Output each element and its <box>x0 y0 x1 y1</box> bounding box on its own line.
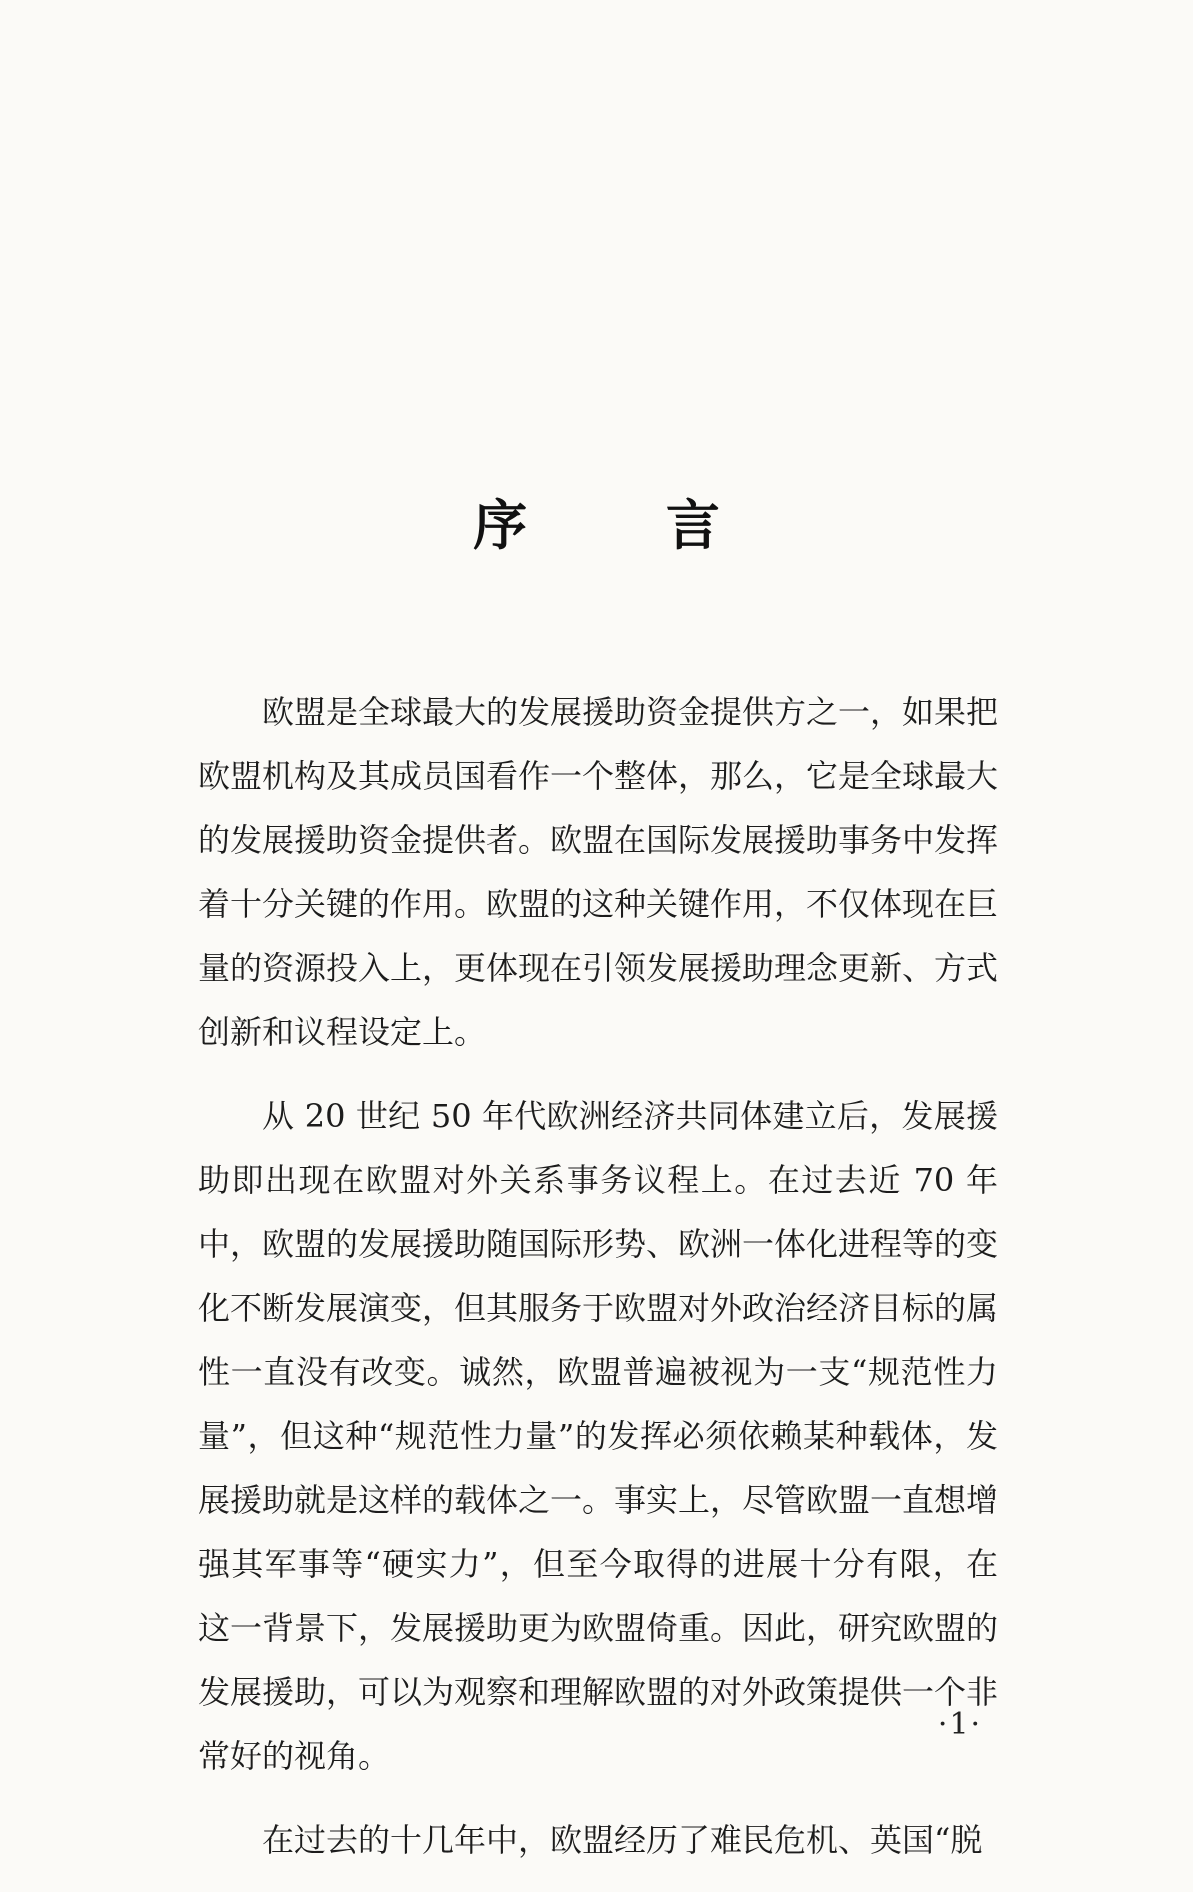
paragraph-1: 欧盟是全球最大的发展援助资金提供方之一，如果把欧盟机构及其成员国看作一个整体，那么，它是全球最大的发展援助资金提供者。欧盟在国际发展援助事务中发挥着十分关键的作用。欧盟的这种关键作用，不仅体现在巨量的资源投入上，更体现在引领发展援助理念更新、方式创新和议程设定上。 <box>198 693 999 1051</box>
page-number: ·1· <box>937 1707 983 1742</box>
body-text <box>198 680 998 1892</box>
paragraph-2: 从 20 世纪 50 年代欧洲经济共同体建立后，发展援助即出现在欧盟对外关系事务议程上。在过去近 70 年中，欧盟的发展援助随国际形势、欧洲一体化进程等的变化不断发展演变，但其服务于欧盟对外政治经济目标的属性一直没有改变。诚然，欧盟普遍被视为一支“规范性力量”，但这种“规范性力量”的发挥必须依赖某种载体，发展援助就是这样的载体之一。事实上，尽管欧盟一直想增强其军事等“硬实力”，但至今取得的进展十分有限，在这一背景下，发展援助更为欧盟倚重。因此，研究欧盟的发展援助，可以为观察和理解欧盟的对外政策提供一个非常好的视角。 <box>198 1097 999 1775</box>
paragraph-3: 在过去的十几年中，欧盟经历了难民危机、英国“脱 <box>262 1821 983 1859</box>
preface-title: 序 言 <box>473 493 780 557</box>
